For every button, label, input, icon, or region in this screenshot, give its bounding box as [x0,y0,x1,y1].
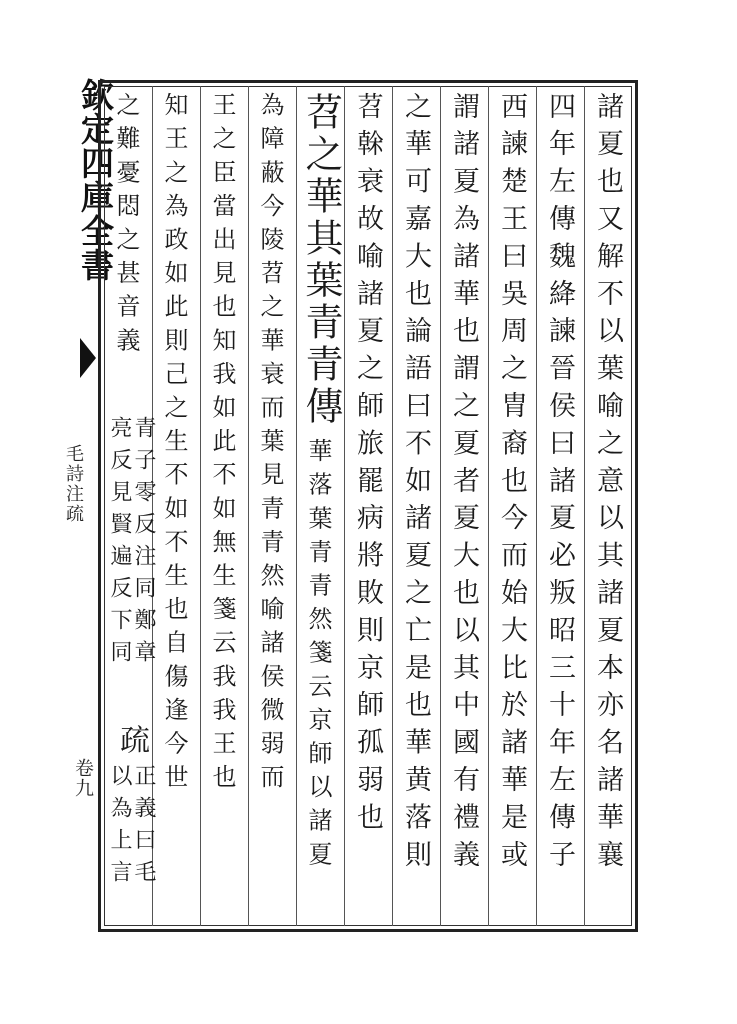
annotation-right-1: 青子零反注同鄭章 [131,416,156,672]
text-column-4: 謂諸夏為諸華也謂之夏者夏大也以其中國有禮義 [448,92,479,878]
column-rule [440,86,441,926]
column-rule [296,86,297,926]
column-rule [248,86,249,926]
column-rule [488,86,489,926]
text-column-6: 苕榦衰故喻諸夏之師旅罷病將敗則京師孤弱也 [352,92,383,840]
text-column-1: 諸夏也又解不以葉喻之意以其諸夏本亦名諸華襄 [592,92,623,878]
text-column-5: 之華可嘉大也論語曰不如諸夏之亡是也華黄落則 [400,92,431,878]
series-title: 欽定四庫全書 [76,78,115,282]
text-column-8: 為障蔽今陵苕之華衰而葉見青青然喻諸侯微弱而 [256,92,284,798]
shu-marker: 疏 [114,724,149,754]
book-title: 毛詩注疏 [63,444,84,524]
column-rule [584,86,585,926]
column-rule [392,86,393,926]
column-rule [536,86,537,926]
annotation-left-2: 以為上言 [107,764,132,892]
folio-number: 卷九 [72,758,94,798]
column-rule [200,86,201,926]
annotation-right-2: 正義曰毛 [131,764,156,892]
column-rule [344,86,345,926]
commentary-text: 華落葉青青然箋云京師以諸夏 [304,438,332,875]
fishtail-mark-icon [80,338,96,378]
text-column-9: 王之臣當出見也知我如此不如無生箋云我我王也 [208,92,236,798]
text-column-11: 之難憂悶之甚音義 [112,92,140,361]
text-column-2: 四年左傳魏絳諫晉侯曰諸夏必叛昭三十年左傳子 [544,92,575,878]
verse-heading: 苕之華其葉青青傳 [299,92,343,428]
text-column-3: 西諫楚王曰吳周之胄裔也今而始大比於諸華是或 [496,92,527,878]
annotation-left-1: 亮反見賢遍反下同 [107,416,132,672]
text-column-10: 知王之為政如此則己之生不如不生也自傷逢今世 [160,92,188,798]
